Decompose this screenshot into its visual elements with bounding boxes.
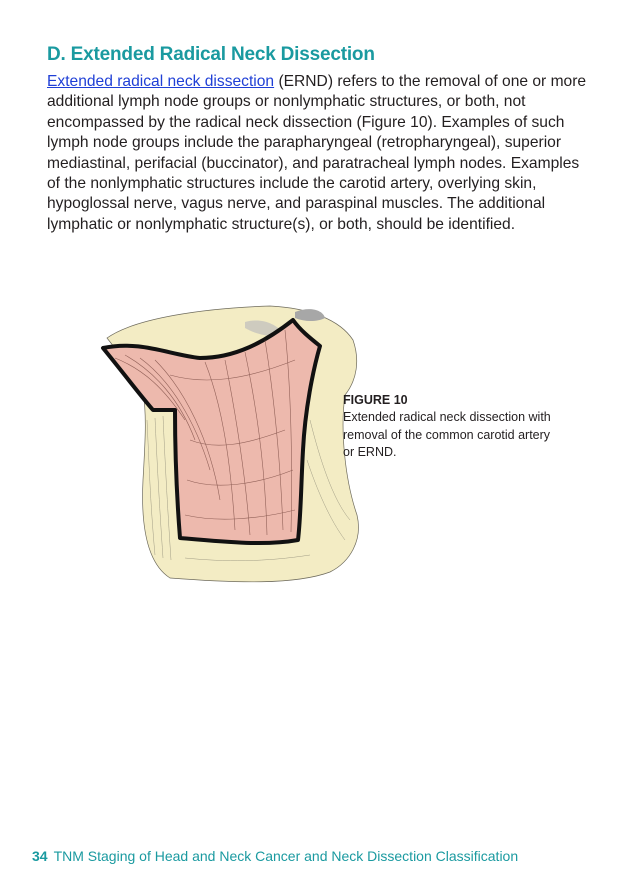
jaw-shadow — [295, 309, 325, 321]
section-body — [47, 72, 595, 235]
page-number: 34 — [32, 848, 48, 864]
ernd-link[interactable]: Extended radical neck dissection — [47, 73, 275, 90]
figure-label: FIGURE 10 — [343, 393, 408, 407]
figure-caption — [343, 393, 553, 462]
section-heading: D. Extended Radical Neck Dissection — [47, 44, 375, 65]
section-body-text: (ERND) refers to the removal of one or more additional lymph node groups or nonlymphatic structures, or both, not encompassed by the radical neck dissection (Figure 10). Examples of such lymph node groups include the parapharyngeal (retropharyngeal), superior mediastinal, perifacial (buccinator), and paratracheal lymph nodes. Examples of the nonlymphatic structures include the carotid artery, overlying skin, hypoglossal nerve, vagus nerve, and paraspinal muscles. The additional lymphatic or nonlymphatic structure(s), or both, should be identified. — [47, 73, 587, 233]
page-footer — [32, 848, 518, 864]
figure-caption-text: Extended radical neck dissection with removal of the common carotid artery or ERND. — [343, 410, 551, 459]
neck-dissection-illustration — [95, 300, 365, 600]
footer-title: TNM Staging of Head and Neck Cancer and Neck Dissection Classification — [53, 848, 519, 864]
